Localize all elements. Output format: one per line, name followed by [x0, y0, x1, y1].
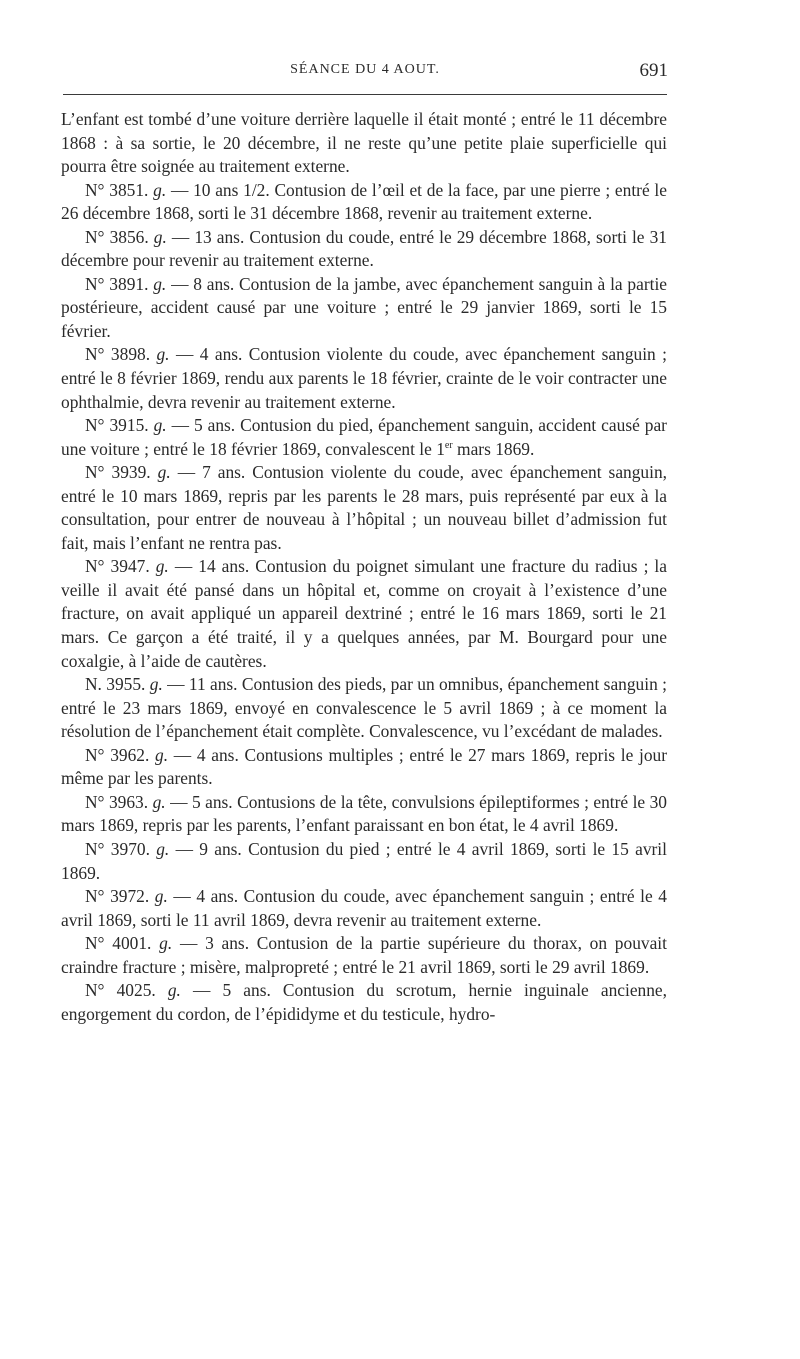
case-entry	[61, 673, 667, 744]
case-text: — 4 ans. Contusion violente du coude, avec épanchement sanguin ; entré le 8 février 1869, rendu aux parents le 18 février, crainte de le voir contracter une ophthalmie, devra revenir au traitement externe.	[61, 344, 667, 412]
case-text: — 9 ans. Contusion du pied ; entré le 4 avril 1869, sorti le 15 avril 1869.	[61, 838, 667, 883]
case-number: N° 4001.	[85, 933, 152, 954]
body-text	[61, 108, 667, 1026]
case-sex: g.	[152, 791, 166, 812]
case-text: — 10 ans 1/2. Contusion de l’œil et de la face, par une pierre ; entré le 26 décembre 1868, sorti le 31 décembre 1868, revenir au traitement externe.	[61, 179, 667, 224]
case-text: — 7 ans. Contusion violente du coude, avec épanchement sanguin, entré le 10 mars 1869, repris par les parents le 28 mars, puis représenté par eux à la consultation, pour entrer de nouveau à l’hôpital ; un nouveau billet d’admission fut fait, mais l’enfant ne rentra pas.	[61, 462, 667, 553]
case-sex: g.	[157, 462, 171, 483]
case-number: N° 3970.	[85, 838, 150, 859]
case-text-tail: mars 1869.	[452, 438, 535, 459]
case-number: N° 3915.	[85, 415, 149, 436]
case-text: — 5 ans. Contusion du scrotum, hernie inguinale ancienne, engorgement du cordon, de l’épididyme et du testicule, hydro-	[61, 980, 667, 1024]
case-entry	[61, 932, 667, 979]
case-entry	[61, 179, 667, 226]
paragraph-continuation	[61, 108, 667, 179]
case-sex: g.	[155, 556, 169, 577]
ordinal-superscript: er	[444, 439, 453, 451]
case-text: — 13 ans. Contusion du coude, entré le 29 décembre 1868, sorti le 31 décembre pour revenir au traitement externe.	[61, 226, 667, 271]
case-sex: g.	[156, 344, 170, 365]
case-number: N° 3898.	[85, 344, 151, 365]
case-number: N° 3962.	[85, 744, 150, 765]
case-sex: g.	[159, 933, 173, 954]
case-text: — 3 ans. Contusion de la partie supérieure du thorax, on pouvait craindre fracture ; misère, malpropreté ; entré le 21 avril 1869, sorti le 29 avril 1869.	[61, 933, 667, 977]
case-number: N° 3947.	[85, 556, 150, 577]
case-entry	[61, 885, 667, 932]
case-text: — 14 ans. Contusion du poignet simulant une fracture du radius ; la veille il avait été pansé dans un hôpital et, comme on croyait à l’existence d’une fracture, on avait appliqué un appareil dextriné ; entré le 16 mars 1869, sorti le 21 mars. Ce garçon a été traité, il y a quelques années, par M. Bourgard pour une coxalgie, à l’aide de cautères.	[61, 556, 667, 671]
case-text: — 5 ans. Contusions de la tête, convulsions épileptiformes ; entré le 30 mars 1869, repris par les parents, l’enfant paraissant en bon état, le 4 avril 1869.	[61, 791, 667, 836]
ordinal-number: 1	[436, 438, 445, 459]
case-entry	[61, 226, 667, 273]
case-sex: g.	[149, 674, 163, 695]
case-sex: g.	[154, 886, 168, 907]
header-rule	[63, 94, 667, 95]
case-entry	[61, 744, 667, 791]
case-entry	[61, 273, 667, 344]
running-title: SÉANCE DU 4 AOUT.	[290, 62, 440, 77]
paragraph-text: L’enfant est tombé d’une voiture derrière laquelle il était monté ; entré le 11 décembre 1868 : à sa sortie, le 20 décembre, il ne reste qu’une petite plaie superficielle qui pourra être soignée au traitement externe.	[61, 109, 667, 177]
case-number: N° 3939.	[85, 462, 151, 483]
page-number: 691	[639, 60, 668, 81]
case-text: — 8 ans. Contusion de la jambe, avec épanchement sanguin à la partie postérieure, accident causé par une voiture ; entré le 29 janvier 1869, sorti le 15 février.	[61, 273, 667, 341]
case-entry	[61, 343, 667, 414]
case-entry	[61, 414, 667, 461]
case-sex: g.	[153, 179, 167, 200]
case-sex: g.	[153, 415, 167, 436]
case-number: N. 3955.	[85, 674, 146, 695]
case-sex: g.	[153, 226, 167, 247]
case-entry	[61, 555, 667, 673]
case-text: — 4 ans. Contusions multiples ; entré le 27 mars 1869, repris le jour même par les parents.	[61, 744, 668, 789]
case-number: N° 3972.	[85, 886, 150, 907]
case-number: N° 3891.	[85, 273, 149, 294]
running-head	[60, 60, 670, 86]
case-text: — 11 ans. Contusion des pieds, par un omnibus, épanchement sanguin ; entré le 23 mars 1869, envoyé en convalescence le 5 avril 1869 ; à ce moment la résolution de l’épanchement était complète. Convalescence, vu l’excédant de malades.	[61, 674, 667, 742]
case-number: N° 3963.	[85, 791, 149, 812]
case-entry	[61, 979, 667, 1026]
case-sex: g.	[155, 744, 169, 765]
case-sex: g.	[167, 980, 181, 1001]
case-entry	[61, 838, 667, 885]
case-sex: g.	[153, 273, 167, 294]
case-number: N° 3856.	[85, 226, 149, 247]
case-entry	[61, 461, 667, 555]
case-text: — 4 ans. Contusion du coude, avec épanchement sanguin ; entré le 4 avril 1869, sorti le 11 avril 1869, devra revenir au traitement externe.	[61, 886, 667, 930]
case-text: — 5 ans. Contusion du pied, épanchement sanguin, accident causé par une voiture ; entré le 18 février 1869, convalescent le	[61, 415, 667, 459]
case-number: N° 3851.	[85, 179, 149, 200]
case-entry	[61, 791, 667, 838]
case-number: N° 4025.	[85, 980, 156, 1001]
case-sex: g.	[156, 838, 170, 859]
